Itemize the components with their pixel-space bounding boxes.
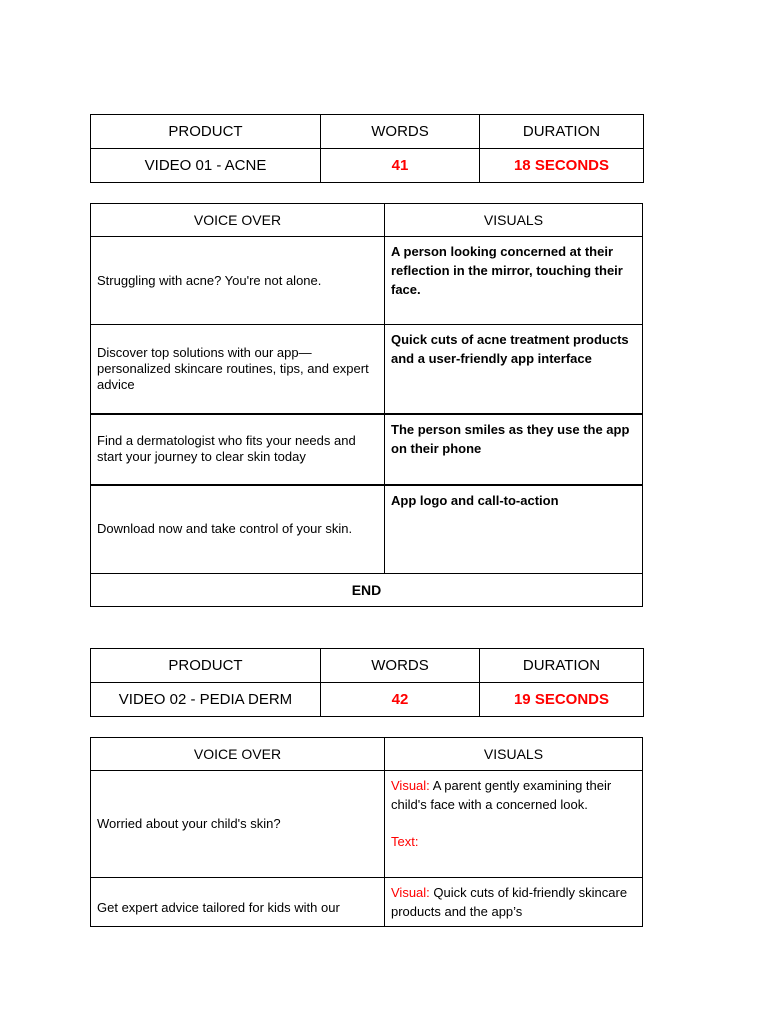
video-01-script-table (90, 203, 643, 607)
visuals-text: Quick cuts of acne treatment products and a user-friendly app interface (385, 325, 643, 414)
visuals-text: A parent gently examining their child's face with a concerned look. (391, 778, 612, 812)
product-value: VIDEO 01 - ACNE (91, 149, 321, 183)
product-header: PRODUCT (91, 115, 321, 149)
visuals-header: VISUALS (385, 204, 643, 237)
script-row (91, 771, 643, 878)
visuals-cell (385, 771, 643, 878)
duration-value: 18 SECONDS (480, 149, 644, 183)
product-header: PRODUCT (91, 649, 321, 683)
duration-header: DURATION (480, 649, 644, 683)
text-label: Text: (391, 834, 419, 849)
visuals-text: App logo and call-to-action (385, 485, 643, 574)
video-02-script-table (90, 737, 643, 927)
voice-over-header: VOICE OVER (91, 204, 385, 237)
visuals-cell (385, 878, 643, 927)
script-row (91, 878, 643, 927)
duration-header: DURATION (480, 115, 644, 149)
voice-over-header: VOICE OVER (91, 738, 385, 771)
visuals-text: Quick cuts of kid-friendly skincare products and the app’s (391, 885, 628, 919)
words-header: WORDS (321, 115, 480, 149)
voice-over-text: Get expert advice tailored for kids with our (91, 878, 385, 927)
script-row (91, 414, 643, 485)
script-row (91, 485, 643, 574)
voice-over-text: Worried about your child's skin? (91, 771, 385, 878)
voice-over-text: Find a dermatologist who fits your needs and start your journey to clear skin today (91, 414, 385, 485)
visual-label: Visual: (391, 885, 430, 900)
voice-over-text: Download now and take control of your skin. (91, 485, 385, 574)
end-label: END (91, 574, 643, 607)
words-value: 42 (321, 683, 480, 717)
words-header: WORDS (321, 649, 480, 683)
video-01-header-table (90, 114, 644, 183)
visuals-header: VISUALS (385, 738, 643, 771)
product-value: VIDEO 02 - PEDIA DERM (91, 683, 321, 717)
visuals-text: A person looking concerned at their reflection in the mirror, touching their face. (385, 237, 643, 325)
script-row (91, 237, 643, 325)
visuals-text: The person smiles as they use the app on their phone (385, 414, 643, 485)
duration-value: 19 SECONDS (480, 683, 644, 717)
words-value: 41 (321, 149, 480, 183)
video-02-header-table (90, 648, 644, 717)
script-row (91, 325, 643, 414)
voice-over-text: Struggling with acne? You're not alone. (91, 237, 385, 325)
voice-over-text: Discover top solutions with our app—personalized skincare routines, tips, and expert advice (91, 325, 385, 414)
visual-label: Visual: (391, 778, 430, 793)
